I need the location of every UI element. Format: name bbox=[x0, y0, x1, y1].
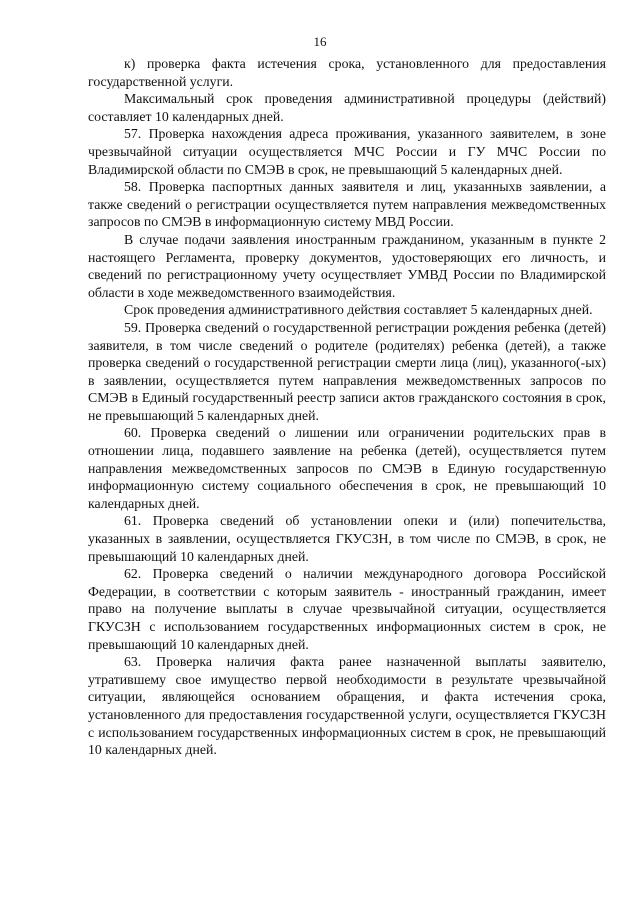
paragraph-foreign-citizen: В случае подачи заявления иностранным гражданином, указанным в пункте 2 настоящего Регламента, проверку документов, удостоверяющих его личность, и сведений по регистрационному учету осуществляет УМВД России по Владимирской области в ходе межведомственного взаимодействия. bbox=[88, 231, 606, 300]
paragraph-62: 62. Проверка сведений о наличии международного договора Российской Федерации, в соответствии с которым заявитель - иностранный гражданин, имеет право на получение выплаты в случае чрезвычайной ситуации, осуществляется ГКУСЗН с использованием государственных информационных систем в срок, не превышающий 10 календарных дней. bbox=[88, 566, 606, 652]
paragraph-59: 59. Проверка сведений о государственной регистрации рождения ребенка (детей) заявителя, в том числе сведений о родителе (родителях) ребенка (детей), а также проверка сведений о государственной регистрации смерти лица (лиц), указанного(-ых) в заявлении, осуществляется путем направления межведомственных запросов по СМЭВ в Единый государственный реестр записи актов гражданского состояния в срок, не превышающий 5 календарных дней. bbox=[88, 319, 606, 423]
paragraph-max-term: Максимальный срок проведения административной процедуры (действий) составляет 10 календарных дней. bbox=[88, 91, 606, 124]
paragraph-63: 63. Проверка наличия факта ранее назначенной выплаты заявителю, утратившему свое имущество первой необходимости в результате чрезвычайной ситуации, являющейся основанием обращения, и факта истечения срока, установленного для предоставления государственной услуги, осуществляется ГКУСЗН с использованием государственных информационных систем в срок, не превышающий 10 календарных дней. bbox=[88, 654, 606, 758]
paragraph-action-term: Срок проведения административного действия составляет 5 календарных дней. bbox=[124, 302, 593, 318]
paragraph-61: 61. Проверка сведений об установлении опеки и (или) попечительства, указанных в заявлении, осуществляется ГКУСЗН, в том числе по СМЭВ, в срок, не превышающий 10 календарных дней. bbox=[88, 513, 606, 564]
paragraph-60: 60. Проверка сведений о лишении или ограничении родительских прав в отношении лица, подавшего заявление на ребенка (детей), осуществляется путем направления межведомственных запросов по СМЭВ в Единую государственную информационную систему социального обеспечения в срок, не превышающий 10 календарных дней. bbox=[88, 425, 606, 511]
paragraph-58: 58. Проверка паспортных данных заявителя и лиц, указанныхв заявлении, а также сведений о регистрации осуществляется путем направления межведомственных запросов по СМЭВ в информационную систему МВД России. bbox=[88, 179, 606, 230]
document-body bbox=[88, 55, 606, 759]
page-number: 16 bbox=[313, 34, 327, 49]
paragraph-k: к) проверка факта истечения срока, установленного для предоставления государственной услуги. bbox=[88, 56, 606, 89]
paragraph-57: 57. Проверка нахождения адреса проживания, указанного заявителем, в зоне чрезвычайной ситуации осуществляется МЧС России и ГУ МЧС России по Владимирской области по СМЭВ в срок, не превышающий 5 календарных дней. bbox=[88, 126, 606, 177]
